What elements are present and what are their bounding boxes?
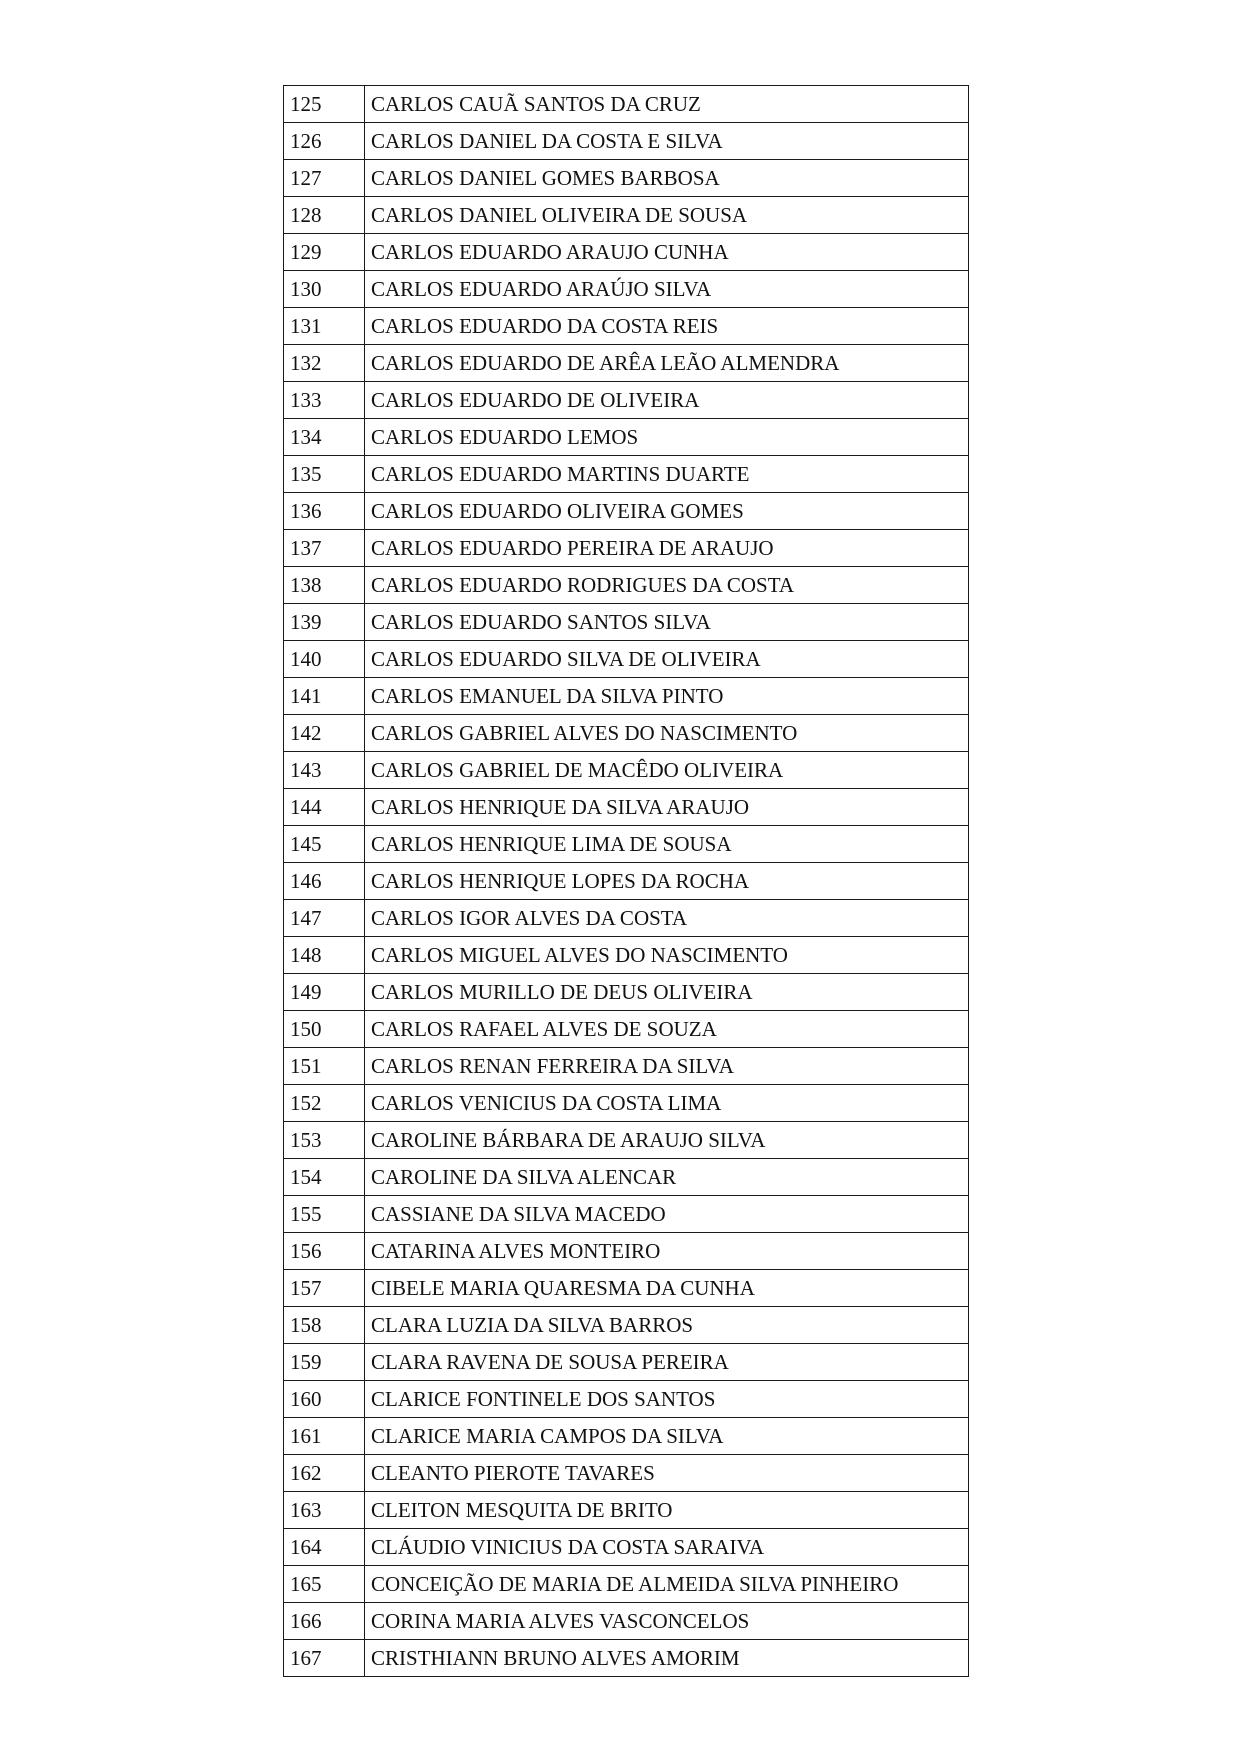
person-name-cell: CARLOS VENICIUS DA COSTA LIMA	[365, 1085, 969, 1122]
table-row	[284, 789, 969, 826]
table-row	[284, 826, 969, 863]
table-row	[284, 1529, 969, 1566]
table-row	[284, 123, 969, 160]
row-number-cell: 164	[284, 1529, 365, 1566]
person-name-cell: CARLOS DANIEL GOMES BARBOSA	[365, 160, 969, 197]
row-number-cell: 125	[284, 86, 365, 123]
person-name-cell: CLEANTO PIEROTE TAVARES	[365, 1455, 969, 1492]
table-row	[284, 1159, 969, 1196]
row-number-cell: 159	[284, 1344, 365, 1381]
table-row	[284, 567, 969, 604]
table-row	[284, 752, 969, 789]
name-list-table	[283, 85, 969, 1677]
row-number-cell: 128	[284, 197, 365, 234]
table-row	[284, 493, 969, 530]
row-number-cell: 167	[284, 1640, 365, 1677]
table-row	[284, 1603, 969, 1640]
person-name-cell: CORINA MARIA ALVES VASCONCELOS	[365, 1603, 969, 1640]
person-name-cell: CARLOS MIGUEL ALVES DO NASCIMENTO	[365, 937, 969, 974]
table-row	[284, 1566, 969, 1603]
person-name-cell: CARLOS HENRIQUE LOPES DA ROCHA	[365, 863, 969, 900]
row-number-cell: 145	[284, 826, 365, 863]
person-name-cell: CLÁUDIO VINICIUS DA COSTA SARAIVA	[365, 1529, 969, 1566]
table-row	[284, 1381, 969, 1418]
row-number-cell: 147	[284, 900, 365, 937]
row-number-cell: 141	[284, 678, 365, 715]
person-name-cell: CARLOS EDUARDO ARAÚJO SILVA	[365, 271, 969, 308]
row-number-cell: 133	[284, 382, 365, 419]
person-name-cell: CARLOS EDUARDO PEREIRA DE ARAUJO	[365, 530, 969, 567]
row-number-cell: 158	[284, 1307, 365, 1344]
row-number-cell: 166	[284, 1603, 365, 1640]
person-name-cell: CARLOS RENAN FERREIRA DA SILVA	[365, 1048, 969, 1085]
person-name-cell: CLARICE MARIA CAMPOS DA SILVA	[365, 1418, 969, 1455]
person-name-cell: CARLOS GABRIEL DE MACÊDO OLIVEIRA	[365, 752, 969, 789]
table-row	[284, 1122, 969, 1159]
table-row	[284, 345, 969, 382]
row-number-cell: 138	[284, 567, 365, 604]
row-number-cell: 153	[284, 1122, 365, 1159]
row-number-cell: 142	[284, 715, 365, 752]
table-row	[284, 1048, 969, 1085]
person-name-cell: CASSIANE DA SILVA MACEDO	[365, 1196, 969, 1233]
person-name-cell: CARLOS EDUARDO DE ARÊA LEÃO ALMENDRA	[365, 345, 969, 382]
table-row	[284, 863, 969, 900]
row-number-cell: 143	[284, 752, 365, 789]
row-number-cell: 160	[284, 1381, 365, 1418]
table-row	[284, 86, 969, 123]
table-row	[284, 1418, 969, 1455]
row-number-cell: 129	[284, 234, 365, 271]
table-row	[284, 160, 969, 197]
person-name-cell: CARLOS CAUÃ SANTOS DA CRUZ	[365, 86, 969, 123]
person-name-cell: CAROLINE DA SILVA ALENCAR	[365, 1159, 969, 1196]
row-number-cell: 162	[284, 1455, 365, 1492]
person-name-cell: CATARINA ALVES MONTEIRO	[365, 1233, 969, 1270]
table-row	[284, 678, 969, 715]
row-number-cell: 161	[284, 1418, 365, 1455]
table-row	[284, 530, 969, 567]
person-name-cell: CARLOS EDUARDO DA COSTA REIS	[365, 308, 969, 345]
row-number-cell: 144	[284, 789, 365, 826]
person-name-cell: CLARA RAVENA DE SOUSA PEREIRA	[365, 1344, 969, 1381]
table-row	[284, 974, 969, 1011]
row-number-cell: 140	[284, 641, 365, 678]
person-name-cell: CRISTHIANN BRUNO ALVES AMORIM	[365, 1640, 969, 1677]
row-number-cell: 154	[284, 1159, 365, 1196]
row-number-cell: 137	[284, 530, 365, 567]
table-row	[284, 1492, 969, 1529]
person-name-cell: CARLOS RAFAEL ALVES DE SOUZA	[365, 1011, 969, 1048]
person-name-cell: CIBELE MARIA QUARESMA DA CUNHA	[365, 1270, 969, 1307]
row-number-cell: 126	[284, 123, 365, 160]
table-row	[284, 308, 969, 345]
row-number-cell: 148	[284, 937, 365, 974]
table-row	[284, 641, 969, 678]
row-number-cell: 132	[284, 345, 365, 382]
person-name-cell: CLEITON MESQUITA DE BRITO	[365, 1492, 969, 1529]
table-row	[284, 1011, 969, 1048]
person-name-cell: CARLOS HENRIQUE LIMA DE SOUSA	[365, 826, 969, 863]
row-number-cell: 127	[284, 160, 365, 197]
table-row	[284, 937, 969, 974]
row-number-cell: 131	[284, 308, 365, 345]
person-name-cell: CARLOS GABRIEL ALVES DO NASCIMENTO	[365, 715, 969, 752]
person-name-cell: CARLOS HENRIQUE DA SILVA ARAUJO	[365, 789, 969, 826]
person-name-cell: CARLOS EDUARDO SILVA DE OLIVEIRA	[365, 641, 969, 678]
person-name-cell: CARLOS EDUARDO ARAUJO CUNHA	[365, 234, 969, 271]
person-name-cell: CARLOS MURILLO DE DEUS OLIVEIRA	[365, 974, 969, 1011]
row-number-cell: 135	[284, 456, 365, 493]
row-number-cell: 150	[284, 1011, 365, 1048]
table-row	[284, 1455, 969, 1492]
person-name-cell: CLARA LUZIA DA SILVA BARROS	[365, 1307, 969, 1344]
row-number-cell: 139	[284, 604, 365, 641]
person-name-cell: CARLOS EDUARDO OLIVEIRA GOMES	[365, 493, 969, 530]
row-number-cell: 146	[284, 863, 365, 900]
table-row	[284, 419, 969, 456]
row-number-cell: 163	[284, 1492, 365, 1529]
table-row	[284, 197, 969, 234]
person-name-cell: CARLOS EDUARDO MARTINS DUARTE	[365, 456, 969, 493]
table-row	[284, 1640, 969, 1677]
table-row	[284, 900, 969, 937]
row-number-cell: 156	[284, 1233, 365, 1270]
row-number-cell: 134	[284, 419, 365, 456]
person-name-cell: CONCEIÇÃO DE MARIA DE ALMEIDA SILVA PINHEIRO	[365, 1566, 969, 1603]
table-row	[284, 456, 969, 493]
row-number-cell: 152	[284, 1085, 365, 1122]
table-row	[284, 715, 969, 752]
table-row	[284, 1270, 969, 1307]
table-row	[284, 1233, 969, 1270]
row-number-cell: 130	[284, 271, 365, 308]
person-name-cell: CARLOS DANIEL DA COSTA E SILVA	[365, 123, 969, 160]
person-name-cell: CARLOS EDUARDO SANTOS SILVA	[365, 604, 969, 641]
row-number-cell: 155	[284, 1196, 365, 1233]
person-name-cell: CARLOS DANIEL OLIVEIRA DE SOUSA	[365, 197, 969, 234]
table-row	[284, 1307, 969, 1344]
table-row	[284, 271, 969, 308]
person-name-cell: CAROLINE BÁRBARA DE ARAUJO SILVA	[365, 1122, 969, 1159]
person-name-cell: CLARICE FONTINELE DOS SANTOS	[365, 1381, 969, 1418]
row-number-cell: 136	[284, 493, 365, 530]
row-number-cell: 151	[284, 1048, 365, 1085]
table-row	[284, 234, 969, 271]
table-row	[284, 382, 969, 419]
row-number-cell: 165	[284, 1566, 365, 1603]
person-name-cell: CARLOS EDUARDO RODRIGUES DA COSTA	[365, 567, 969, 604]
person-name-cell: CARLOS EDUARDO LEMOS	[365, 419, 969, 456]
table-row	[284, 604, 969, 641]
row-number-cell: 149	[284, 974, 365, 1011]
table-row	[284, 1196, 969, 1233]
table-row	[284, 1344, 969, 1381]
person-name-cell: CARLOS EMANUEL DA SILVA PINTO	[365, 678, 969, 715]
name-list-body	[284, 86, 969, 1677]
person-name-cell: CARLOS IGOR ALVES DA COSTA	[365, 900, 969, 937]
row-number-cell: 157	[284, 1270, 365, 1307]
person-name-cell: CARLOS EDUARDO DE OLIVEIRA	[365, 382, 969, 419]
table-row	[284, 1085, 969, 1122]
